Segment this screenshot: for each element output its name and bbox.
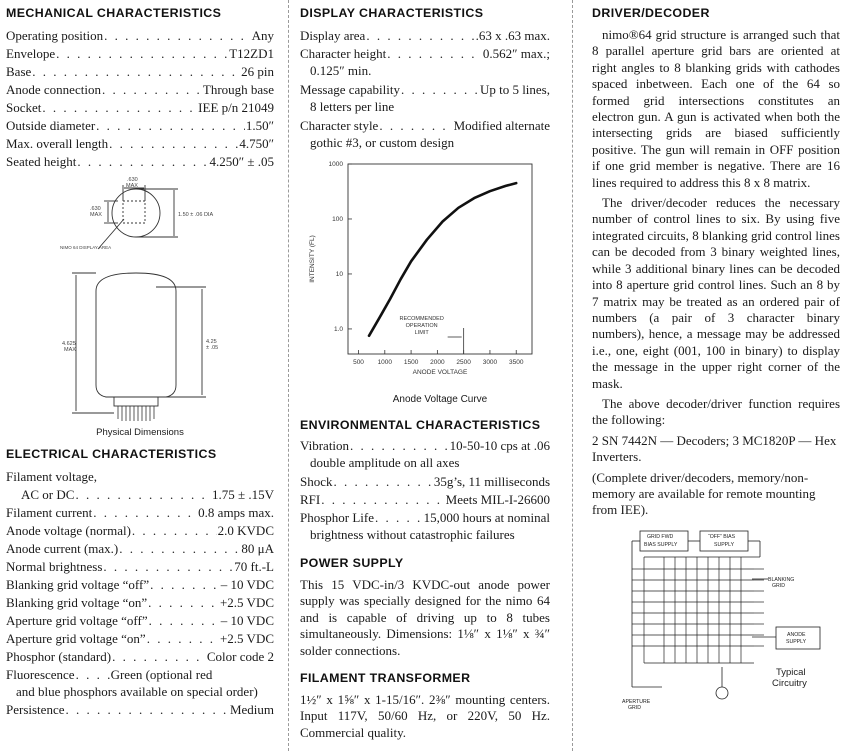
spec-label: Max. overall length (6, 136, 109, 151)
electrical-spec-row (6, 576, 274, 594)
mechanical-spec-row (6, 117, 274, 135)
spec-character-style-cont: gothic #3, or custom design (310, 135, 455, 150)
spec-label: Aperture grid voltage “off” (6, 613, 148, 628)
dim-seated-tol: ± .05 (206, 345, 219, 351)
leader-dots (102, 81, 202, 99)
spec-label: Aperture grid voltage “on” (6, 631, 146, 646)
spec-value: 80 μA (241, 541, 274, 556)
anode-supply-box (776, 627, 820, 649)
power-supply-heading: POWER SUPPLY (300, 556, 404, 570)
mechanical-spec-row (6, 135, 274, 153)
filament-transformer-heading: FILAMENT TRANSFORMER (300, 671, 471, 686)
label-aperture: APERTURE (622, 698, 651, 705)
spec-value: +2.5 VDC (219, 631, 274, 646)
column-divider-1 (288, 0, 289, 751)
spec-label: Anode voltage (normal) (6, 523, 131, 538)
electrical-spec-list (6, 504, 274, 666)
spec-filament-voltage: AC or DC . . . 1.75 ± .15V (6, 486, 274, 504)
spec-shock: Shock . . . 35g’s, 11 milliseconds (300, 473, 550, 491)
electrical-spec-row (6, 612, 274, 630)
driver-paragraph-3: The above decoder/driver function requires the following: (592, 395, 840, 428)
spec-value: 26 pin (241, 64, 274, 79)
dim-top-width: .630 (127, 177, 138, 183)
dim-length-max: MAX (64, 347, 76, 353)
spec-label: Base (6, 64, 32, 79)
spec-value: Color code 2 (206, 649, 274, 664)
power-supply-text: This 15 VDC-in/3 KVDC-out anode power supply was specially designed for the nimo 64 and is capable of driving up to 8 tubes simultaneously. Dimensions: 1⅛″ x 1⅛″ x ¾″ solder connections. (300, 577, 550, 658)
spec-value: 70 ft.-L (234, 559, 274, 574)
dim-top-max: MAX (126, 183, 138, 189)
spec-label: Filament current (6, 505, 93, 520)
chart-title: Anode Voltage Curve (392, 394, 488, 405)
mechanical-spec-row (6, 63, 274, 81)
spec-value: 2.0 KVDC (217, 523, 274, 538)
electrical-heading: ELECTRICAL CHARACTERISTICS (6, 447, 217, 461)
leader-dots (96, 117, 245, 135)
y-tick-label: 100 (332, 215, 343, 223)
spec-label: Seated height (6, 154, 77, 169)
leader-dots (148, 594, 219, 612)
tube-side-view-envelope (96, 273, 176, 397)
label-anode: ANODE (787, 631, 806, 638)
mechanical-spec-list (6, 27, 274, 171)
spec-label: Anode connection (6, 82, 101, 97)
electrical-spec-row (6, 630, 274, 648)
leader-dots (93, 504, 197, 522)
spec-fluorescence-cont: and blue phosphors available on special order) (16, 684, 258, 699)
spec-phosphor-life: Phosphor Life . . . 15,000 hours at nominal (300, 509, 550, 527)
label-bias-supply: BIAS SUPPLY (644, 541, 678, 548)
leader-dots (112, 648, 206, 666)
leader-dots (42, 99, 197, 117)
label-off-supply: SUPPLY (714, 541, 735, 548)
driver-paragraph-2: The driver/decoder reduces the necessary number of control lines to six. By using five integrated circuits, 8 blanking grid control lines can be decoded from 3 binary weighted lines, while 3 additional binary lines can be decoded into 8 aperture grid control lines. Such an 8 by 7 matrix may be treated as an ordered pair of numbers (a pair of 3 character binary numbers), hence, a message may be addressed i.e., one, eight (001, 100 in binary) to display the message in the upper right corner of the mask. (592, 195, 840, 391)
spec-display-area: Display area . . . .63 x .63 max. (300, 27, 550, 45)
leader-dots (147, 630, 219, 648)
spec-value: – 10 VDC (220, 577, 274, 592)
tube-top-view-circle (112, 189, 160, 237)
x-tick-label: 3000 (482, 359, 498, 366)
leader-dots (119, 540, 240, 558)
spec-value: 0.8 amps max. (198, 505, 274, 520)
circuit-diagram (592, 527, 840, 711)
typical-circuitry-figure (592, 527, 840, 711)
spec-value: 4.250″ ± .05 (209, 154, 274, 169)
physical-dimensions-figure (6, 175, 274, 445)
label-typical: Typical (776, 666, 806, 678)
column-divider-2 (572, 0, 573, 751)
driver-paragraph-5: (Complete driver/decoders, memory/non-memory are available for remote mounting from IEE). (592, 469, 816, 518)
electrical-spec-row (6, 558, 274, 576)
spec-value: Any (251, 28, 274, 43)
label-blanking: BLANKING (768, 576, 795, 583)
spec-fluorescence: Fluorescence . . . Green (optional red (6, 666, 274, 684)
leader-dots (149, 612, 220, 630)
x-tick-label: 2000 (430, 359, 445, 366)
grid-lines (632, 557, 764, 663)
spec-label: Blanking grid voltage “on” (6, 595, 148, 610)
mechanical-spec-row (6, 45, 274, 63)
environmental-heading: ENVIRONMENTAL CHARACTERISTICS (300, 418, 541, 432)
spec-persistence: Persistence . . . Medium (6, 701, 274, 719)
column-mechanical-electrical (6, 6, 274, 719)
label-off-bias: “OFF” BIAS (708, 533, 736, 540)
y-tick-label: 1.0 (333, 325, 343, 333)
spec-vibration-cont: double amplitude on all axes (310, 455, 460, 470)
leader-dots (104, 27, 250, 45)
leader-dots (132, 522, 217, 540)
column-display-environment (300, 6, 550, 741)
anode-voltage-curve (369, 183, 516, 336)
spec-rfi: RFI . . . Meets MIL-I-26600 (300, 491, 550, 509)
spec-label: Socket (6, 100, 42, 115)
spec-value: +2.5 VDC (219, 595, 274, 610)
spec-vibration: Vibration . . . 10-50-10 cps at .06 (300, 437, 550, 455)
label-aperture-grid: GRID (628, 704, 641, 711)
leader-dots (32, 63, 240, 81)
spec-value: 4.750″ (239, 136, 274, 151)
spec-character-height-cont: 0.125″ min. (310, 63, 372, 78)
spec-value: Through base (202, 82, 274, 97)
spec-label: Envelope (6, 46, 56, 61)
spec-message-capability-cont: 8 letters per line (310, 99, 395, 114)
mechanical-spec-row (6, 27, 274, 45)
spec-character-style: Character style . . . Modified alternate (300, 117, 550, 135)
chart-svg (300, 156, 550, 392)
electrical-spec-row (6, 594, 274, 612)
filament-transformer-text: 1½″ x 1⅝″ x 1-15/16″. 2⅜″ mounting centers. Input 117V, 50/60 Hz, or 220V, 50 Hz. Commercial quality. (300, 692, 550, 740)
leader-dots (77, 153, 208, 171)
tube-symbol (716, 687, 728, 699)
driver-paragraph-4: 2 SN 7442N — Decoders; 3 MC1820P — Hex Inverters. (592, 432, 837, 465)
display-heading: DISPLAY CHARACTERISTICS (300, 6, 484, 20)
driver-paragraph-1: nimo®64 grid structure is arranged such that 8 parallel aperture grid bars are oriented at right angles to 8 blanking grids with cathodes spaced inbetween. Each one of the 64 so formed grid intersections constitutes an electron gun. A gun is activated when both the intersecting grids are biased sufficiently positive. The gun will remain in OFF position if one grid member is negative. There are 16 lines required to address this 8 x 8 matrix. (592, 27, 840, 190)
limit-annotation-text: LIMIT (414, 330, 429, 336)
label-anode-supply: SUPPLY (786, 638, 807, 645)
leader-dots (150, 576, 220, 594)
spec-message-capability: Message capability . . . Up to 5 lines, (300, 81, 550, 99)
label-blanking-grid: GRID (772, 582, 785, 589)
y-tick-label: 10 (335, 270, 343, 278)
spec-label: Operating position (6, 28, 104, 43)
x-tick-label: 3500 (508, 359, 524, 366)
column-driver-decoder (592, 6, 840, 711)
dim-left-height: .630 (90, 206, 101, 212)
anode-voltage-chart (300, 156, 550, 406)
leader-dots (103, 558, 233, 576)
spec-label: Outside diameter (6, 118, 96, 133)
y-tick-label: 1000 (328, 161, 343, 168)
spec-label: Blanking grid voltage “off” (6, 577, 150, 592)
spec-label: Anode current (max.) (6, 541, 119, 556)
spec-filament-voltage-label: Filament voltage, (6, 469, 97, 484)
limit-annotation-text: OPERATION (405, 323, 438, 329)
dim-seated: 4.25 (206, 339, 217, 345)
dim-length: 4.625 (62, 341, 76, 347)
x-axis-label: ANODE VOLTAGE (412, 369, 468, 376)
mechanical-heading: MECHANICAL CHARACTERISTICS (6, 6, 222, 20)
leader-dots (56, 45, 228, 63)
y-axis-label: INTENSITY (FL) (309, 235, 316, 283)
label-grid-fwd: GRID FWD (647, 533, 674, 540)
driver-decoder-heading: DRIVER/DECODER (592, 6, 710, 20)
electrical-spec-row (6, 540, 274, 558)
x-tick-label: 500 (353, 359, 364, 366)
display-area-window (123, 201, 145, 223)
spec-phosphor-life-cont: brightness without catastrophic failures (310, 527, 515, 542)
spec-value: 1.50″ (245, 118, 274, 133)
electrical-spec-row (6, 522, 274, 540)
spec-label: Normal brightness (6, 559, 103, 574)
dim-window-label: NIMO 64 DISPLAY AREA (60, 245, 112, 250)
mechanical-spec-row (6, 153, 274, 171)
spec-label: Phosphor (standard) (6, 649, 112, 664)
mechanical-spec-row (6, 81, 274, 99)
x-tick-label: 1500 (403, 359, 419, 366)
limit-annotation-text: RECOMMENDED (399, 316, 444, 322)
dim-left-max: MAX (90, 212, 102, 218)
leader-dots (109, 135, 238, 153)
x-tick-label: 1000 (377, 359, 393, 366)
physical-dimensions-caption: Physical Dimensions (96, 427, 184, 438)
spec-value: – 10 VDC (220, 613, 274, 628)
spec-value: IEE p/n 21049 (198, 100, 274, 115)
electrical-spec-row (6, 504, 274, 522)
tube-drawing (6, 175, 274, 431)
electrical-spec-row (6, 648, 274, 666)
spec-character-height: Character height . . . 0.562″ max.; (300, 45, 550, 63)
label-circuitry: Circuitry (772, 677, 807, 689)
spec-value: T12ZD1 (229, 46, 274, 61)
x-tick-label: 2500 (456, 359, 471, 366)
mechanical-spec-row (6, 99, 274, 117)
dim-diameter: 1.50 ± .06 DIA (178, 212, 214, 218)
